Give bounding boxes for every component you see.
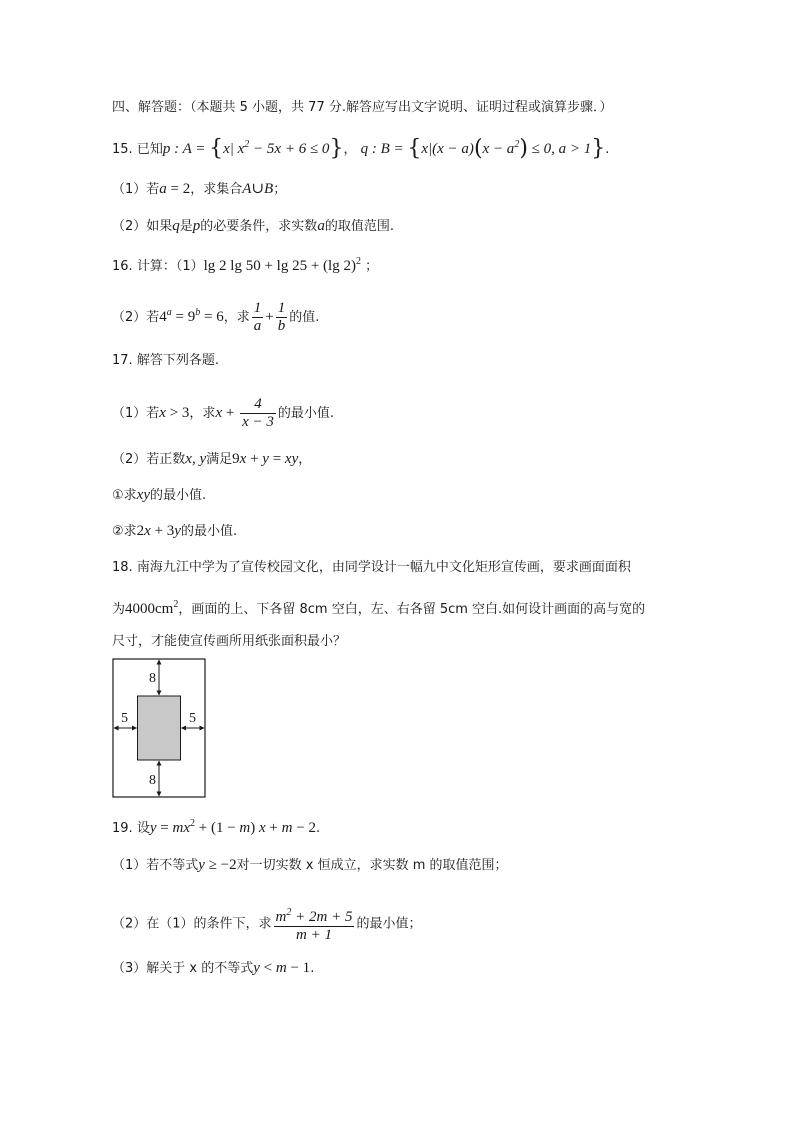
question-18-line-2: 为$4000cm^2$，画面的上、下各留 8cm 空白，左、右各留 5cm 空白.如何设计画面的高与宽的 [112, 599, 646, 617]
question-19-part-1: （1）若不等式y ≥ −2对一切实数 x 恒成立，求实数 m 的取值范围； [112, 857, 508, 873]
left-margin-label: 5 [121, 711, 128, 726]
bottom-margin-label: 8 [149, 773, 156, 788]
question-19-part-3: （3）解关于 x 的不等式y < m − 1. [112, 960, 315, 976]
question-17-sub-2: ②求2x + 3y的最小值. [112, 523, 238, 539]
question-number: 16. [112, 259, 133, 274]
question-18: 18. 南海九江中学为了宣传校园文化，由同学设计一幅九中文化矩形宣传画，要求画面面积 [112, 560, 631, 575]
top-margin-label: 8 [149, 671, 156, 686]
log-expression: lg 2 lg 50 + lg 25 + (lg 2)$^2$ [203, 256, 361, 274]
poster-area [138, 696, 181, 760]
question-16: 16. 计算：（1）lg 2 lg 50 + lg 25 + (lg 2)$^2$ ； [112, 256, 379, 274]
right-margin-label: 5 [189, 711, 196, 726]
question-19-part-2: （2）在（1）的条件下，求 $\frac{m^2 + 2m + 5}{m + 1}$ 的最小值； [112, 904, 421, 944]
question-15: 15. 已知p : A = {x| $x^2 - 5x + 6 \le 0$}， q : $B = \{x|(x - a)(x - a^2) \le 0$, a > 1}. [112, 136, 610, 161]
poster-diagram [112, 658, 206, 798]
question-17-sub-1: ①求xy的最小值. [112, 487, 207, 503]
question-18-line-3: 尺寸，才能使宣传画所用纸张面积最小？ [112, 634, 347, 649]
question-15-part-1: （1）若a = 2，求集合A∪B； [112, 181, 287, 197]
question-16-part-2: （2）若$4^a = 9^b = 6$，求 $\frac{1}{a}$ + $\frac{1}{b}$ 的值. [112, 300, 320, 334]
question-number: 18. [112, 560, 133, 575]
question-19: 19. 设$y = mx^2 + (1 - m) x + m - 2$. [112, 818, 321, 836]
question-17: 17. 解答下列各题. [112, 353, 219, 368]
set-a-definition: p : A = {x| $x^2 - 5x + 6 \le 0$} [162, 136, 344, 161]
section-heading: 四、解答题：（本题共 5 小题，共 77 分.解答应写出文字说明、证明过程或演算步骤．） [112, 100, 613, 115]
question-15-part-2: （2）如果q是p的必要条件，求实数a的取值范围. [112, 218, 394, 234]
question-number: 17. [112, 353, 133, 368]
set-b-definition: q : $B = \{x|(x - a)(x - a^2) \le 0$, a > 1} [360, 136, 606, 161]
question-number: 15. [112, 142, 133, 157]
question-17-part-2: （2）若正数x, y满足9x + y = xy， [112, 451, 312, 467]
question-17-part-1: （1）若x > 3，求x + $\frac{4}{x - 3}$ 的最小值. [112, 396, 334, 430]
question-number: 19. [112, 821, 133, 836]
